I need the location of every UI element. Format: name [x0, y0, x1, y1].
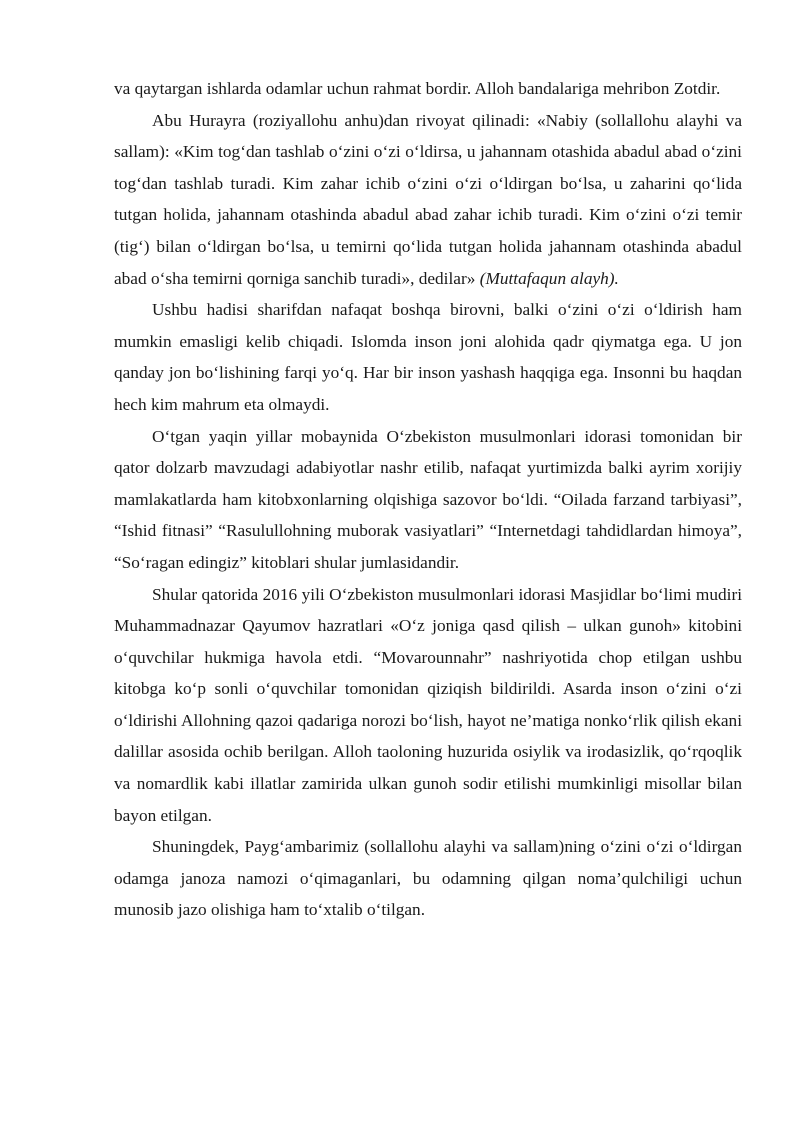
paragraph-2-text: Abu Hurayra (roziyallohu anhu)dan rivoyat qilinadi: «Nabiy (sollallohu alayhi va sallam): «Kim tog‘dan tashlab o‘zini o‘zi o‘ldirsa, u jahannam otashida abadul abad o‘zini tog‘dan tashlab turadi. Kim zahar ichib o‘zini o‘zi o‘ldirgan bo‘lsa, u zaharini qo‘lida tutgan holida, jahannam otashinda abadul abad zahar ichib turadi. Kim o‘zini o‘zi temir (tig‘) bilan o‘ldirgan bo‘lsa, u temirni qo‘lida tutgan holida jahannam otashinda abadul abad o‘sha temirni qorniga sanchib turadi», dedilar» [114, 110, 742, 288]
paragraph-3: Ushbu hadisi sharifdan nafaqat boshqa birovni, balki o‘zini o‘zi o‘ldirish ham mumkin emasligi kelib chiqadi. Islomda inson joni alohida qadr qiymatga ega. U jon qanday jon bo‘lishining farqi yo‘q. Har bir inson yashash haqqiga ega. Insonni bu haqdan hech kim mahrum eta olmaydi. [114, 300, 742, 414]
paragraph-4: O‘tgan yaqin yillar mobaynida O‘zbekiston musulmonlari idorasi tomonidan bir qator dolzarb mavzudagi adabiyotlar nashr etilib, nafaqat yurtimizda balki ayrim xorijiy mamlakatlarda ham kitobxonlarning olqishiga sazovor bo‘ldi. “Oilada farzand tarbiyasi”, “Ishid fitnasi” “Rasulullohning muborak vasiyatlari” “Internetdagi tahdidlardan himoya”, “So‘ragan edingiz” kitoblari shular jumlasidandir. [114, 426, 742, 572]
hadith-citation: (Muttafaqun alayh). [479, 268, 619, 288]
paragraph-6: Shuningdek, Payg‘ambarimiz (sollallohu alayhi va sallam)ning o‘zini o‘zi o‘ldirgan odamga janoza namozi o‘qimaganlari, bu odamning qilgan noma’qulchiligi uchun munosib jazo olishiga ham to‘xtalib o‘tilgan. [114, 837, 742, 920]
document-page [114, 73, 742, 926]
paragraph-2 [114, 105, 742, 295]
paragraph-1: va qaytargan ishlarda odamlar uchun rahmat bordir. Alloh bandalariga mehribon Zotdir. [114, 79, 721, 98]
paragraph-5: Shular qatorida 2016 yili O‘zbekiston musulmonlari idorasi Masjidlar bo‘limi mudiri Muhammadnazar Qayumov hazratlari «O‘z joniga qasd qilish – ulkan gunoh» kitobini o‘quvchilar hukmiga havola etdi. “Movarounnahr” nashriyotida chop etilgan ushbu kitobga ko‘p sonli o‘quvchilar tomonidan qiziqish bildirildi. Asarda inson o‘zini o‘zi o‘ldirishi Allohning qazoi qadariga norozi bo‘lish, hayot ne’matiga nonko‘rlik qilish ekani dalillar asosida ochib berilgan. Alloh taoloning huzurida osiylik va irodasizlik, qo‘rqoqlik va nomardlik kabi illatlar zamirida ulkan gunoh sodir etilishi mumkinligi misollar bilan bayon etilgan. [114, 584, 742, 825]
